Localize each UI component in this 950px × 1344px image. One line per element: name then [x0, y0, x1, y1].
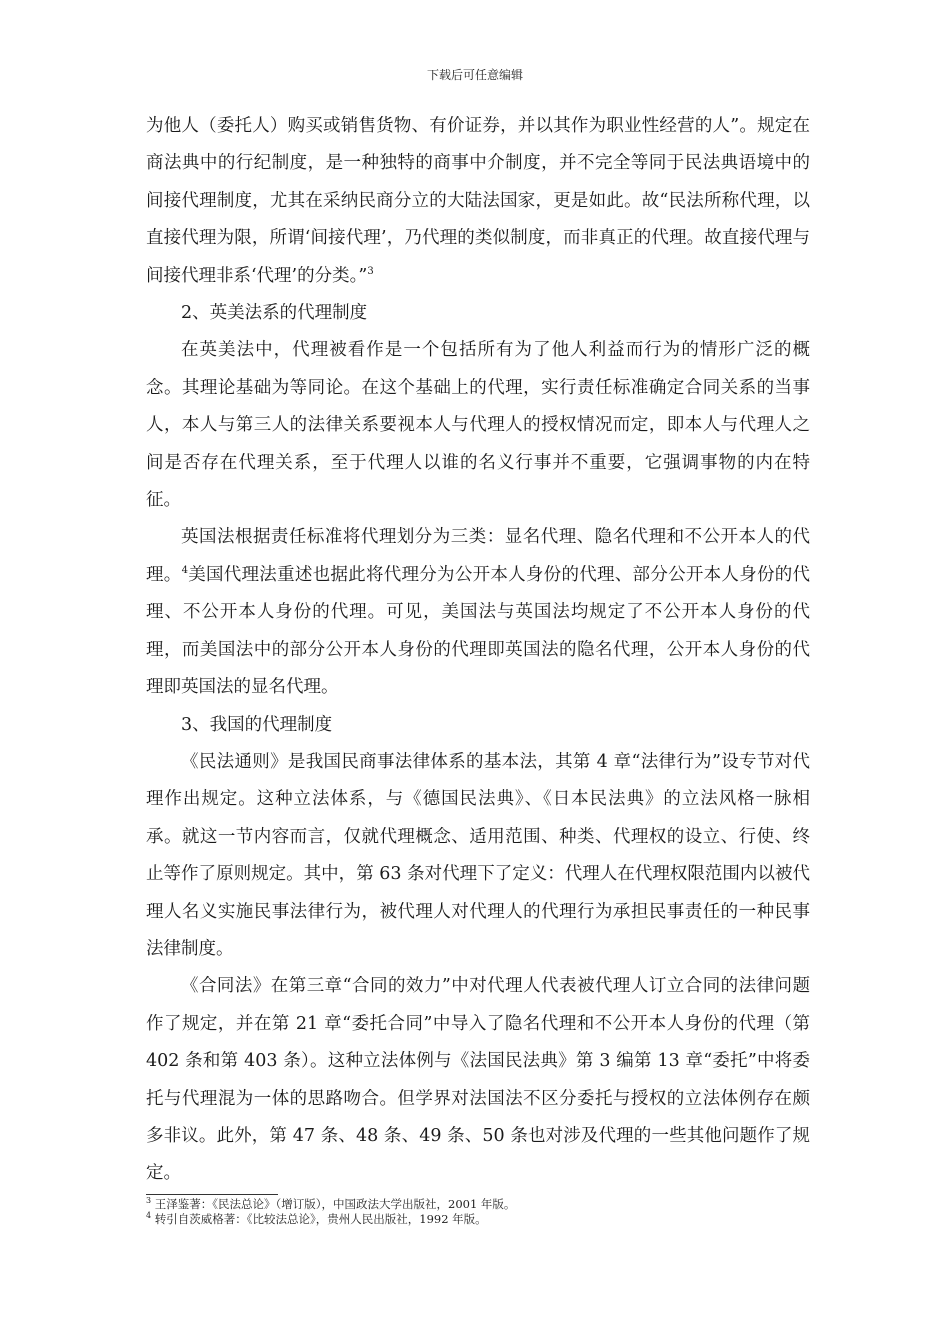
- footnote-3: [146, 1197, 810, 1212]
- paragraph-1-text: 为他人（委托人）购买或销售货物、有价证券，并以其作为职业性经营的人”。规定在商法典中的行纪制度，是一种独特的商事中介制度，并不完全等同于民法典语境中的间接代理制度，尤其在采纳民商分立的大陆法国家，更是如此。故“民法所称代理，以直接代理为限，所谓‘间接代理’，乃代理的类似制度，而非真正的代理。故直接代理与间接代理非系‘代理’的分类。”: [146, 116, 810, 286]
- paragraph-5: 《合同法》在第三章“合同的效力”中对代理人代表被代理人订立合同的法律问题作了规定，并在第 21 章“委托合同”中导入了隐名代理和不公开本人身份的代理（第 402 条和第 403 条）。这种立法体例与《法国民法典》第 3 编第 13 章“委托”中将委托与代理混为一体的思路吻合。但学界对法国法不区分委托与授权的立法体例存在颇多非议。此外，第 47 条、48 条、49 条、50 条也对涉及代理的一些其他问题作了规定。: [146, 976, 810, 1184]
- footnote-text: 王泽鉴著：《民法总论》（增订版），中国政法大学出版社，2001 年版。: [154, 1197, 516, 1211]
- footnote-ref-4: 4: [181, 565, 188, 577]
- footnote-divider: [146, 1194, 278, 1195]
- body-text: [146, 108, 810, 1193]
- paragraph-3-text-a: 英国法根据责任标准将代理划分为三类：显名代理、隐名代理和不公开本人的代理。: [146, 527, 810, 585]
- footnotes: [146, 1197, 810, 1227]
- footnote-number: 4: [146, 1211, 152, 1221]
- footnote-text: 转引自茨威格著：《比较法总论》，贵州人民出版社，1992 年版。: [154, 1212, 487, 1226]
- footnote-ref-3: 3: [367, 265, 374, 277]
- paragraph-3-text-b: 美国代理法重述也据此将代理分为公开本人身份的代理、部分公开本人身份的代理、不公开本人身份的代理。可见，美国法与英国法均规定了不公开本人身份的代理，而美国法中的部分公开本人身份的代理即英国法的隐名代理，公开本人身份的代理即英国法的显名代理。: [146, 564, 811, 698]
- paragraph-4: 《民法通则》是我国民商事法律体系的基本法，其第 4 章“法律行为”设专节对代理作出规定。这种立法体系，与《德国民法典》、《日本民法典》的立法风格一脉相承。就这一节内容而言，仅就代理概念、适用范围、种类、代理权的设立、行使、终止等作了原则规定。其中，第 63 条对代理下了定义：代理人在代理权限范围内以被代理人名义实施民事法律行为，被代理人对代理人的代理行为承担民事责任的一种民事法律制度。: [146, 751, 810, 959]
- paragraph-2: 在英美法中，代理被看作是一个包括所有为了他人利益而行为的情形广泛的概念。其理论基础为等同论。在这个基础上的代理，实行责任标准确定合同关系的当事人，本人与第三人的法律关系要视本人与代理人的授权情况而定，即本人与代理人之间是否存在代理关系，至于代理人以谁的名义行事并不重要，它强调事物的内在特征。: [146, 340, 810, 511]
- section-heading-3: 3、我国的代理制度: [181, 714, 333, 735]
- page-header: 下载后可任意编辑: [426, 68, 523, 82]
- section-heading-2: 2、英美法系的代理制度: [181, 303, 368, 324]
- paragraph-1: [146, 108, 810, 295]
- footnote-4: [146, 1212, 810, 1227]
- paragraph-3: [146, 519, 810, 706]
- footnote-number: 3: [146, 1196, 152, 1206]
